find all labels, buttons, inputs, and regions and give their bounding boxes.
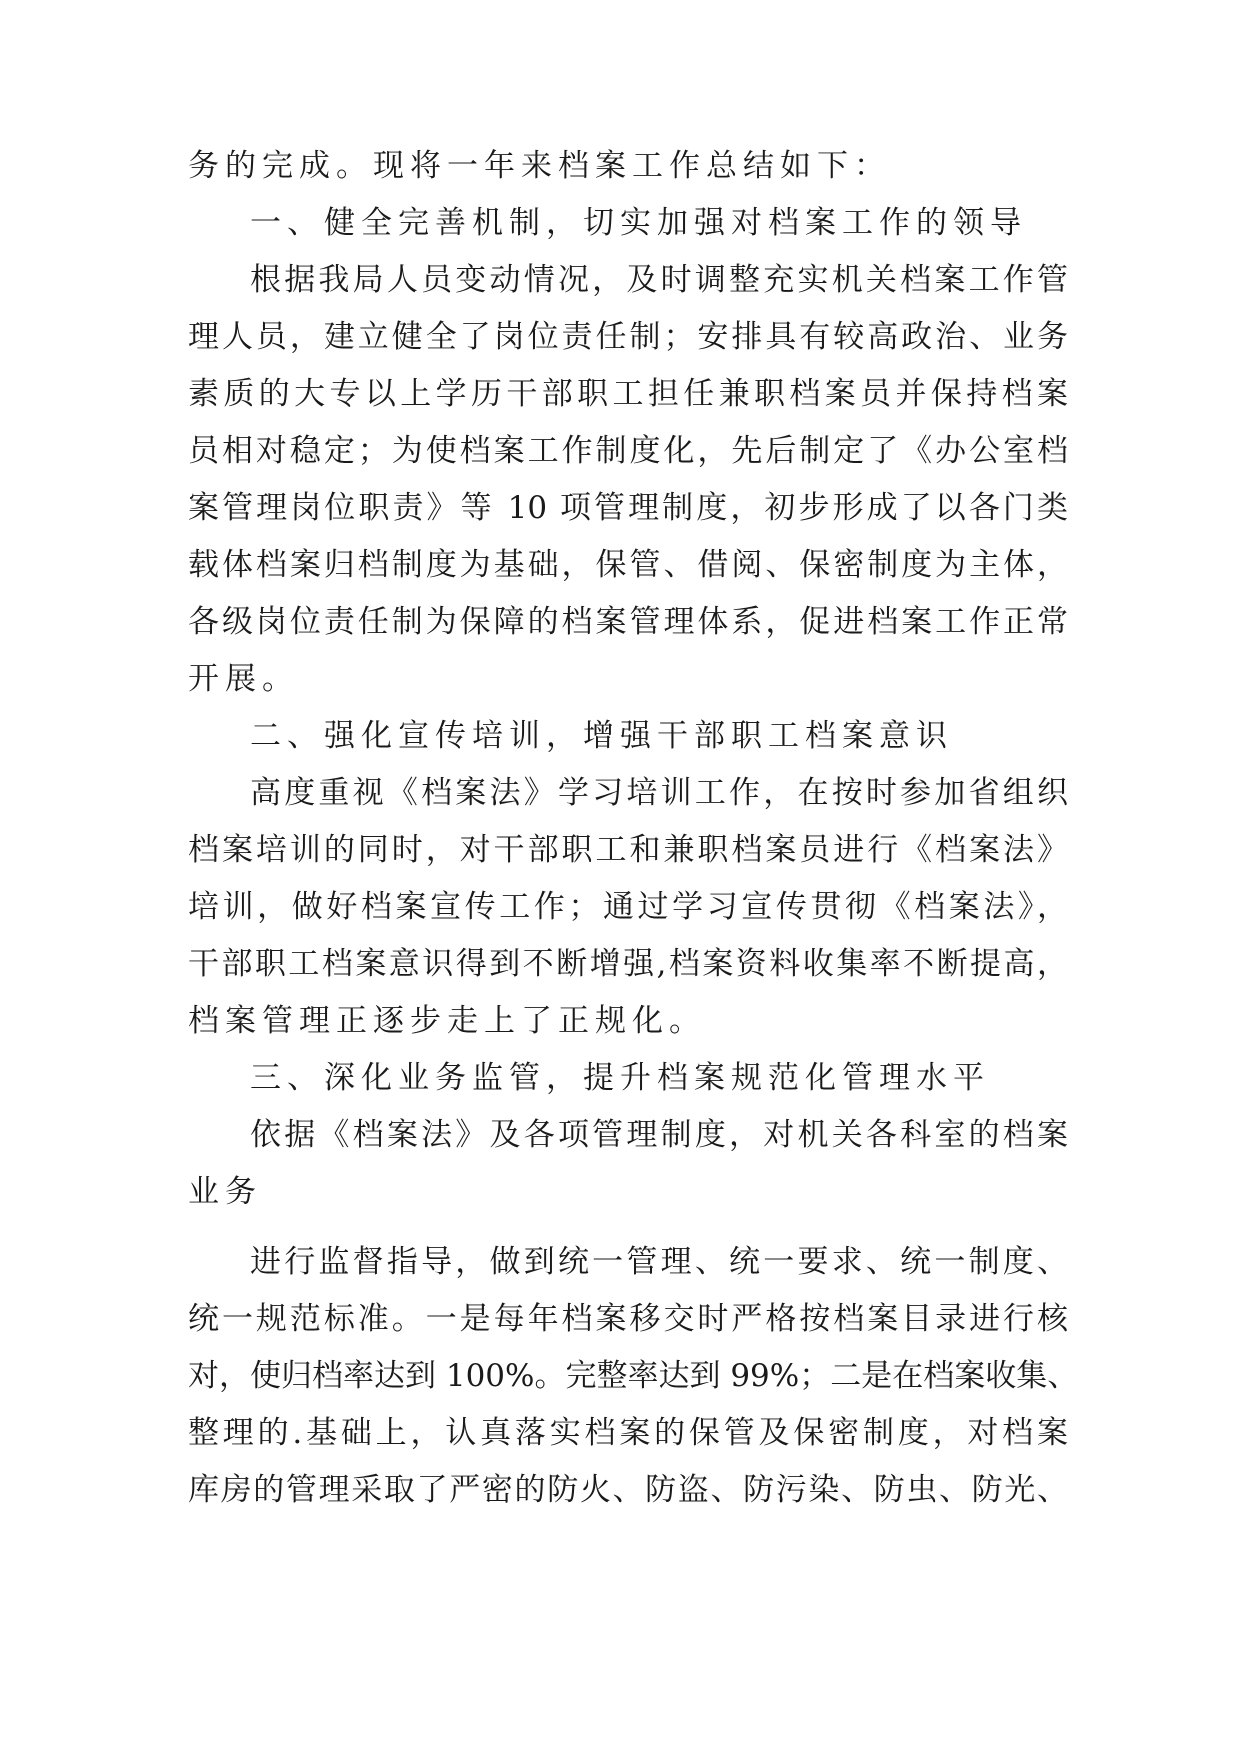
paragraph-line: 根据我局人员变动情况，及时调整充实机关档案工作管 (250, 262, 1068, 298)
section-heading-3: 三、深化业务监管，提升档案规范化管理水平 (250, 1060, 990, 1096)
paragraph-line: 理人员，建立健全了岗位责任制；安排具有较高政治、业务 (188, 319, 1068, 355)
paragraph-line: 档案管理正逐步走上了正规化。 (188, 1003, 706, 1039)
paragraph-line: 高度重视《档案法》学习培训工作，在按时参加省组织 (250, 775, 1068, 811)
paragraph-line: 开展。 (188, 661, 299, 697)
paragraph-line: 各级岗位责任制为保障的档案管理体系，促进档案工作正常 (188, 604, 1068, 640)
section-heading-1: 一、健全完善机制，切实加强对档案工作的领导 (250, 205, 1027, 241)
section-heading-2: 二、强化宣传培训，增强干部职工档案意识 (250, 718, 953, 754)
paragraph-line: 档案培训的同时，对干部职工和兼职档案员进行《档案法》 (188, 832, 1068, 868)
paragraph-line: 员相对稳定；为使档案工作制度化，先后制定了《办公室档 (188, 433, 1068, 469)
paragraph-line: 进行监督指导，做到统一管理、统一要求、统一制度、 (250, 1244, 1068, 1280)
paragraph-line: 库房的管理采取了严密的防火、防盗、防污染、防虫、防光、 (188, 1472, 1068, 1508)
paragraph-line: 素质的大专以上学历干部职工担任兼职档案员并保持档案 (188, 376, 1068, 412)
paragraph-line: 统一规范标准。一是每年档案移交时严格按档案目录进行核 (188, 1301, 1068, 1337)
paragraph-line: 依据《档案法》及各项管理制度，对机关各科室的档案 (250, 1117, 1068, 1153)
paragraph-line: 案管理岗位职责》等 10 项管理制度，初步形成了以各门类 (188, 490, 1068, 526)
paragraph-line: 培训，做好档案宣传工作；通过学习宣传贯彻《档案法》， (188, 889, 1068, 925)
paragraph-line: 载体档案归档制度为基础，保管、借阅、保密制度为主体， (188, 547, 1068, 583)
paragraph-line: 务的完成。现将一年来档案工作总结如下： (188, 148, 891, 184)
paragraph-line: 业务 (188, 1174, 262, 1210)
paragraph-line: 对，使归档率达到 100%。完整率达到 99%；二是在档案收集、 (188, 1358, 1079, 1394)
paragraph-line: 整理的.基础上，认真落实档案的保管及保密制度，对档案 (188, 1415, 1068, 1451)
paragraph-line: 干部职工档案意识得到不断增强,档案资料收集率不断提高， (188, 946, 1068, 982)
